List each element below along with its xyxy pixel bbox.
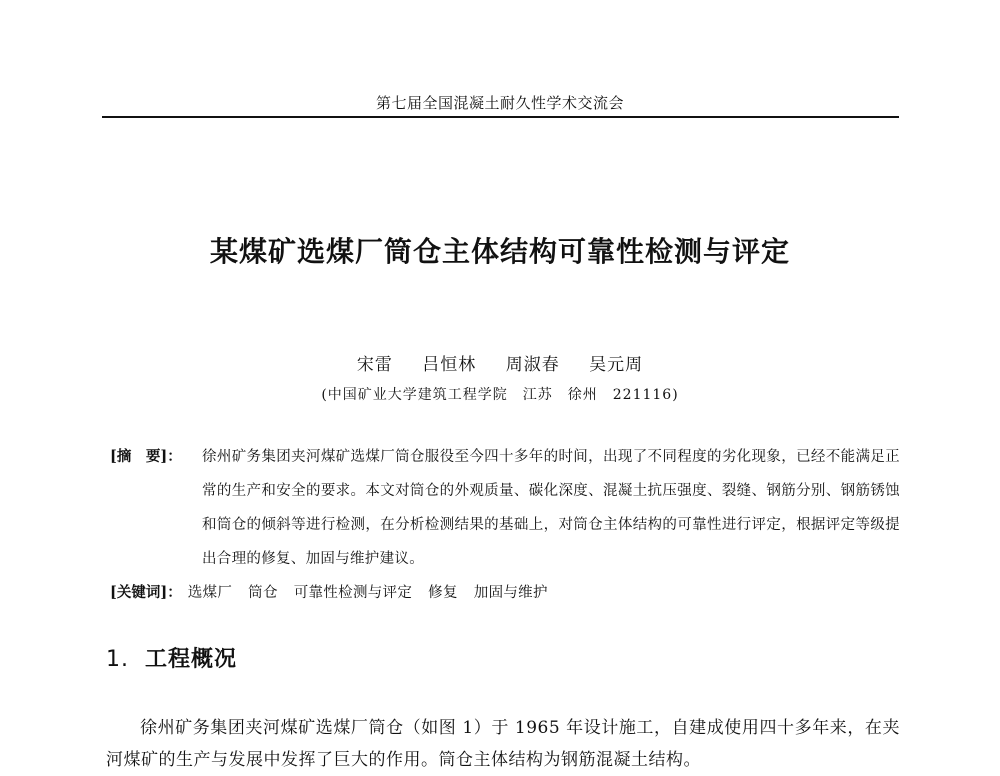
keywords-label: [关键词]：: [110, 584, 182, 601]
paper-title: 某煤矿选煤厂筒仓主体结构可靠性检测与评定: [209, 235, 790, 268]
affiliation: (中国矿业大学建筑工程学院 江苏 徐州 221116): [321, 387, 679, 403]
section-title: 工程概况: [145, 647, 238, 672]
section-heading: [106, 642, 237, 673]
body-paragraph: 徐州矿务集团夹河煤矿选煤厂筒仓（如图 1）于 1965 年设计施工，自建成使用四十多年来，在夹河煤矿的生产与发展中发挥了巨大的作用。筒仓主体结构为钢筋混凝土结构。: [106, 718, 900, 770]
abstract-label: [摘 要]：: [110, 448, 182, 465]
keyword: 选煤厂: [187, 585, 233, 601]
author-list: [0, 350, 1000, 375]
author: 吴元周: [589, 355, 644, 375]
header-rule: [102, 116, 899, 118]
abstract-block: [110, 440, 900, 610]
section-number: 1.: [106, 647, 129, 672]
author: 吕恒林: [422, 355, 477, 375]
author: 宋雷: [356, 355, 393, 375]
keyword: 加固与维护: [473, 585, 548, 601]
keyword: 筒仓: [248, 585, 278, 601]
author: 周淑春: [505, 355, 560, 375]
keywords-row: [110, 576, 900, 610]
running-header: 第七届全国混凝土耐久性学术交流会: [375, 94, 624, 112]
keyword: 可靠性检测与评定: [293, 585, 413, 601]
keyword: 修复: [428, 585, 458, 601]
abstract-text: 徐州矿务集团夹河煤矿选煤厂筒仓服役至今四十多年的时间，出现了不同程度的劣化现象，已经不能满足正常的生产和安全的要求。本文对筒仓的外观质量、碳化深度、混凝土抗压强度、裂缝、钢筋分别、钢筋锈蚀和筒仓的倾斜等进行检测，在分析检测结果的基础上，对筒仓主体结构的可靠性进行评定，根据评定等级提出合理的修复、加固与维护建议。: [202, 449, 900, 567]
